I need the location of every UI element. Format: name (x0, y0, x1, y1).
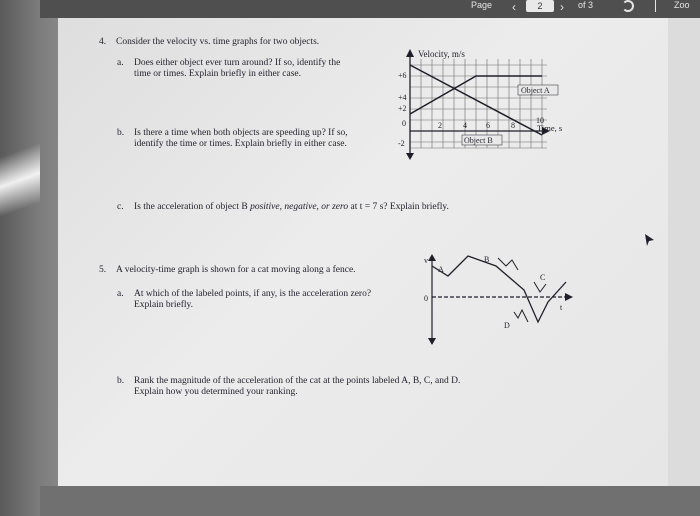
zoom-label: Zoo (674, 0, 690, 10)
q4a-line1: Does either object ever turn around? If so, identify the (134, 58, 341, 68)
graph1-xtick: 8 (511, 121, 515, 130)
q5-number: 5. (99, 265, 107, 275)
q5a-line2: Explain briefly. (134, 300, 194, 310)
next-page-button[interactable]: › (560, 0, 564, 14)
q4c-text-part1: Is the acceleration of object B (134, 202, 251, 212)
graph2-y-arrow-down (428, 338, 436, 345)
point-d-sketch (514, 310, 528, 322)
object-a-label: Object A (521, 86, 550, 95)
q4c-label: c. (117, 202, 124, 212)
graph1-xtick: 4 (463, 121, 467, 130)
q4-number: 4. (99, 37, 107, 47)
viewer-toolbar (40, 0, 700, 18)
rotate-icon[interactable] (622, 0, 634, 12)
graph1-xtick: 2 (438, 121, 442, 130)
page-number-input[interactable]: 2 (526, 0, 554, 12)
mouse-cursor-icon (645, 234, 655, 246)
graph1-ytick: +4 (398, 93, 407, 102)
q4c-text (134, 202, 449, 213)
graph1-xtick: 6 (486, 121, 490, 130)
object-b-label: Object B (464, 136, 493, 145)
graph1-y-arrow-down (406, 153, 414, 160)
previous-page-button[interactable]: ‹ (512, 0, 516, 14)
point-d-label: D (504, 321, 510, 330)
q5b-line2: Explain how you determined your ranking. (134, 387, 298, 397)
q5b-line1: Rank the magnitude of the acceleration of the cat at the points labeled A, B, C, and D. (134, 376, 461, 386)
graph2-ylabel: v (424, 256, 428, 265)
page-total: of 3 (578, 0, 594, 10)
graph2-origin-label: 0 (424, 294, 428, 303)
cat-velocity-graph (418, 252, 578, 347)
graph2-xlabel: t (560, 303, 563, 312)
graph1-xtick: 10 (536, 116, 544, 125)
q4b-line2: identify the time or times. Explain briefly in either case. (134, 139, 347, 149)
graph1-ylabel: Velocity, m/s (418, 49, 465, 59)
side-panel (668, 18, 700, 486)
graph1-ytick: 0 (402, 119, 406, 128)
q4b-label: b. (117, 128, 125, 138)
graph1-grid (410, 59, 547, 148)
point-b-sketch (498, 258, 518, 270)
toolbar-divider (655, 0, 656, 12)
graph2-t-arrow (565, 293, 573, 301)
page-label: Page (471, 0, 493, 10)
q5b-label: b. (117, 376, 125, 386)
q4b-line1: Is there a time when both objects are speeding up? If so, (134, 128, 348, 138)
graph1-ytick: +6 (398, 71, 407, 80)
q5-text: A velocity-time graph is shown for a cat moving along a fence. (116, 265, 356, 275)
point-b-label: B (484, 255, 490, 264)
graph1-ytick: -2 (398, 139, 405, 148)
q5a-line1: At which of the labeled points, if any, is the acceleration zero? (134, 289, 372, 299)
point-c-label: C (540, 273, 546, 282)
graph1-xlabel: Time, s (537, 123, 563, 133)
graph2-y-arrow-up (428, 254, 436, 261)
q4a-label: a. (117, 58, 124, 68)
q4-text: Consider the velocity vs. time graphs for two objects. (116, 37, 320, 47)
point-c-sketch (534, 282, 546, 292)
q4a-line2: time or times. Explain briefly in either case. (134, 69, 301, 79)
q4c-text-emphasis: positive, negative, or zero (250, 202, 349, 212)
graph1-ytick: +2 (398, 104, 407, 113)
velocity-time-graph (392, 45, 592, 160)
graph1-y-arrow-up (406, 49, 414, 57)
q4c-text-part2: at t = 7 s? Explain briefly. (348, 202, 449, 212)
point-a-label: A (438, 265, 444, 274)
q5a-label: a. (117, 289, 124, 299)
bottom-bezel (40, 486, 700, 516)
cat-velocity-curve (432, 256, 566, 322)
